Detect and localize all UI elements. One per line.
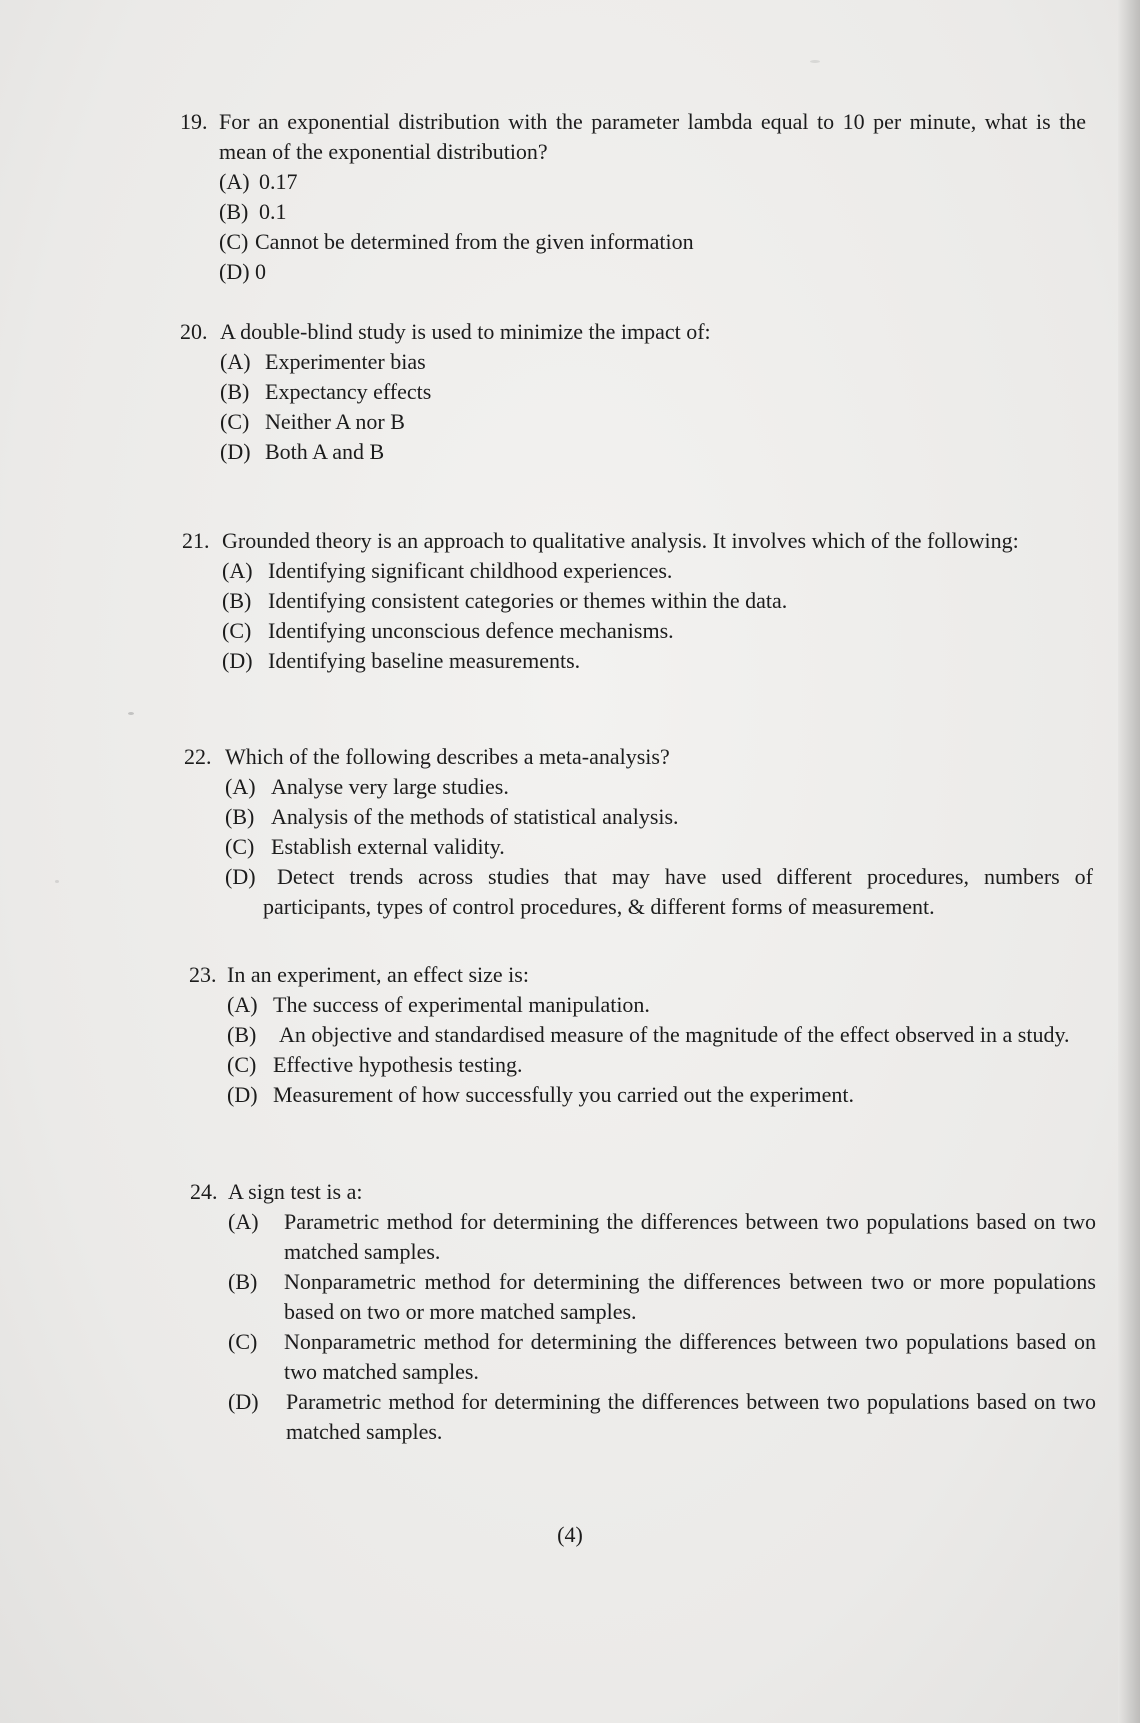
option-letter: (B) — [225, 804, 255, 829]
question-21 — [182, 526, 1087, 676]
question-19 — [180, 107, 1086, 287]
question-20 — [180, 317, 1086, 467]
option-letter: (A) — [220, 349, 251, 374]
option-text: Identifying significant childhood experiences. — [268, 558, 673, 583]
option-a — [225, 772, 1093, 802]
option-a — [227, 990, 1095, 1020]
option-a — [219, 167, 1086, 197]
option-text: Establish external validity. — [271, 834, 505, 859]
option-text: Expectancy effects — [265, 379, 432, 404]
option-text: Parametric method for determining the differences between two populations based on two matched samples. — [286, 1389, 1096, 1444]
question-number: 24. — [190, 1179, 218, 1204]
option-letter: (D) — [219, 259, 250, 284]
option-d — [220, 437, 1086, 467]
option-letter: (D) — [228, 1389, 259, 1414]
option-text: Parametric method for determining the differences between two populations based on two matched samples. — [284, 1209, 1096, 1264]
question-text: A sign test is a: — [228, 1179, 363, 1204]
option-d — [228, 1387, 1096, 1447]
option-letter: (C) — [228, 1329, 258, 1354]
question-number: 21. — [182, 528, 210, 553]
option-c — [227, 1050, 1095, 1080]
option-letter: (C) — [227, 1052, 257, 1077]
option-b — [227, 1020, 1095, 1050]
option-letter: (A) — [219, 169, 250, 194]
option-text: 0 — [255, 259, 266, 284]
question-number: 23. — [189, 962, 217, 987]
option-b — [220, 377, 1086, 407]
option-text: Analysis of the methods of statistical analysis. — [271, 804, 679, 829]
scan-speck — [128, 712, 134, 715]
option-a — [220, 347, 1086, 377]
option-c — [228, 1327, 1096, 1387]
option-text: Identifying baseline measurements. — [268, 648, 581, 673]
question-number: 22. — [184, 744, 212, 769]
option-text: Identifying unconscious defence mechanisms. — [268, 618, 674, 643]
option-d — [227, 1080, 1095, 1110]
question-text: Which of the following describes a meta-analysis? — [225, 744, 670, 769]
question-23 — [189, 960, 1095, 1110]
option-letter: (B) — [222, 588, 252, 613]
question-text: A double-blind study is used to minimize the impact of: — [220, 319, 711, 344]
option-letter: (C) — [222, 618, 252, 643]
option-text: Experimenter bias — [265, 349, 426, 374]
question-text: Grounded theory is an approach to qualitative analysis. It involves which of the following: — [222, 528, 1019, 553]
option-letter: (B) — [227, 1022, 257, 1047]
option-d — [225, 862, 1093, 922]
option-letter: (B) — [228, 1269, 258, 1294]
option-text: 0.17 — [259, 169, 298, 194]
option-text: The success of experimental manipulation. — [273, 992, 650, 1017]
option-text: Analyse very large studies. — [271, 774, 509, 799]
question-text: In an experiment, an effect size is: — [227, 962, 529, 987]
question-number: 19. — [180, 109, 208, 134]
option-letter: (C) — [219, 229, 249, 254]
scan-speck — [810, 60, 820, 63]
option-b — [219, 197, 1086, 227]
option-text: Measurement of how successfully you carried out the experiment. — [273, 1082, 854, 1107]
option-letter: (C) — [220, 409, 250, 434]
option-letter: (A) — [227, 992, 258, 1017]
option-c — [222, 616, 1087, 646]
option-text: Nonparametric method for determining the differences between two or more populations based on two or more matched samples. — [284, 1269, 1096, 1324]
option-text: An objective and standardised measure of the magnitude of the effect observed in a study. — [279, 1022, 1070, 1047]
option-text: Neither A nor B — [265, 409, 405, 434]
question-text: For an exponential distribution with the parameter lambda equal to 10 per minute, what is the mean of the exponential distribution? — [219, 109, 1086, 164]
scan-speck — [55, 880, 59, 883]
option-letter: (C) — [225, 834, 255, 859]
option-a — [222, 556, 1087, 586]
option-text: Nonparametric method for determining the differences between two populations based on two matched samples. — [284, 1329, 1096, 1384]
option-text: Detect trends across studies that may have used different procedures, numbers of participants, types of control procedures, & different forms of measurement. — [263, 864, 1093, 919]
option-letter: (A) — [225, 774, 256, 799]
option-letter: (D) — [220, 439, 251, 464]
option-c — [220, 407, 1086, 437]
option-c — [219, 227, 1086, 257]
option-text: Cannot be determined from the given information — [255, 229, 694, 254]
option-c — [225, 832, 1093, 862]
option-b — [225, 802, 1093, 832]
option-b — [222, 586, 1087, 616]
option-text: Both A and B — [265, 439, 385, 464]
option-d — [219, 257, 1086, 287]
page-edge-shadow — [1118, 0, 1140, 1723]
question-number: 20. — [180, 319, 208, 344]
option-letter: (A) — [228, 1209, 259, 1234]
option-letter: (A) — [222, 558, 253, 583]
option-d — [222, 646, 1087, 676]
option-text: Effective hypothesis testing. — [273, 1052, 523, 1077]
option-a — [228, 1207, 1096, 1267]
question-24 — [190, 1177, 1096, 1447]
option-letter: (D) — [225, 864, 256, 889]
option-letter: (D) — [222, 648, 253, 673]
option-text: 0.1 — [259, 199, 287, 224]
option-letter: (D) — [227, 1082, 258, 1107]
page-number: (4) — [557, 1522, 583, 1547]
option-text: Identifying consistent categories or themes within the data. — [268, 588, 788, 613]
option-letter: (B) — [219, 199, 249, 224]
question-22 — [184, 742, 1093, 922]
option-letter: (B) — [220, 379, 250, 404]
option-b — [228, 1267, 1096, 1327]
